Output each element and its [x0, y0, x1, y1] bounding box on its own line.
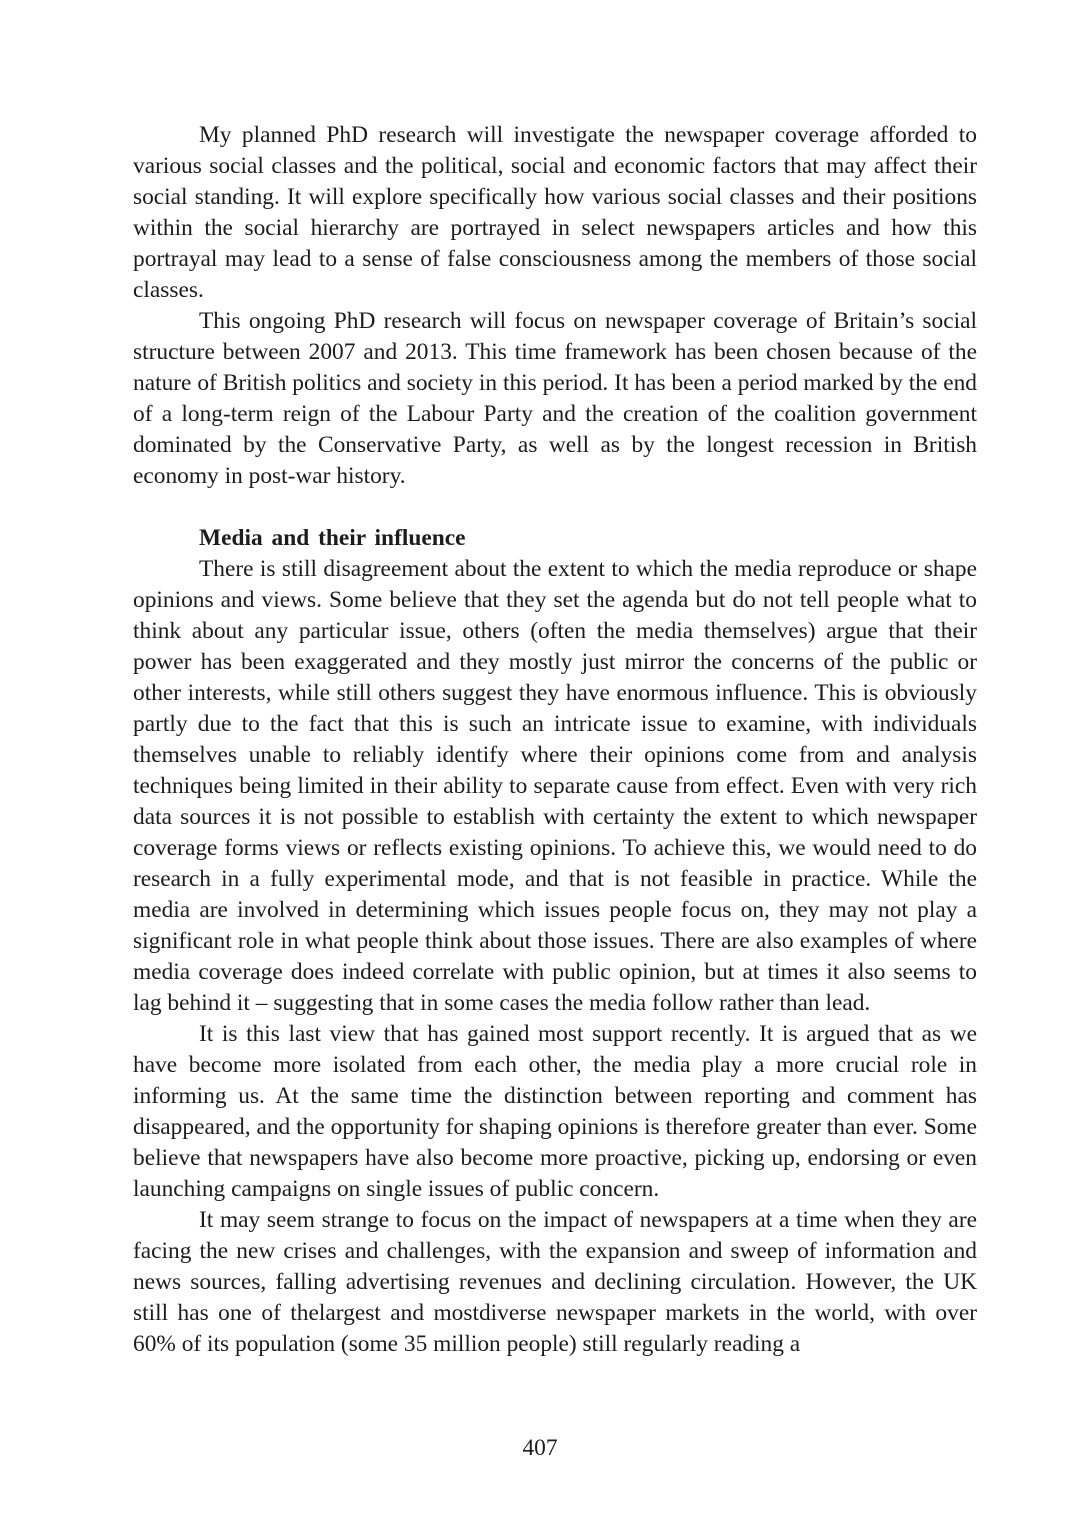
page-number: 407 — [522, 1435, 558, 1461]
section-paragraph-2: It is this last view that has gained most support recently. It is argued that as we have become more isolated from each other, the media play a more crucial role in informing us. At the same time the distinction between reporting and comment has disappeared, and the opportunity for shaping opinions is therefore greater than ever. Some believe that newspapers have also become more proactive, picking up, endorsing or even launching campaigns on single issues of public concern. — [133, 1021, 977, 1202]
section-heading: Media and their influence — [199, 525, 466, 551]
section-paragraph-1: There is still disagreement about the extent to which the media reproduce or shape opinions and views. Some believe that they set the agenda but do not tell people what to think about any particular issue, others (often the media themselves) argue that their power has been exaggerated and they mostly just mirror the concerns of the public or other interests, while still others suggest they have enormous influence. This is obviously partly due to the fact that this is such an intricate issue to examine, with individuals themselves unable to reliably identify where their opinions come from and analysis techniques being limited in their ability to separate cause from effect. Even with very rich data sources it is not possible to establish with certainty the extent to which newspaper coverage forms views or reflects existing opinions. To achieve this, we would need to do research in a fully experimental mode, and that is not feasible in practice. While the media are involved in determining which issues people focus on, they may not play a significant role in what people think about those issues. There are also examples of where media coverage does indeed correlate with public opinion, but at times it also seems to lag behind it – suggesting that in some cases the media follow rather than lead. — [133, 556, 977, 1016]
section-paragraph-3: It may seem strange to focus on the impact of newspapers at a time when they are facing the new crises and challenges, with the expansion and sweep of information and news sources, falling advertising revenues and declining circulation. However, the UK still has one of thelargest and mostdiverse newspaper markets in the world, with over 60% of its population (some 35 million people) still regularly reading a — [133, 1207, 977, 1357]
intro-paragraph-1: My planned PhD research will investigate the newspaper coverage afforded to various social classes and the political, social and economic factors that may affect their social standing. It will explore specifically how various social classes and their positions within the social hierarchy are portrayed in select newspapers articles and how this portrayal may lead to a sense of false consciousness among the members of those social classes. — [133, 122, 977, 303]
intro-paragraph-2: This ongoing PhD research will focus on newspaper coverage of Britain’s social structure between 2007 and 2013. This time framework has been chosen because of the nature of British politics and society in this period. It has been a period marked by the end of a long-term reign of the Labour Party and the creation of the coalition government dominated by the Conservative Party, as well as by the longest recession in British economy in post-war history. — [133, 308, 977, 489]
document-page — [133, 120, 977, 1360]
